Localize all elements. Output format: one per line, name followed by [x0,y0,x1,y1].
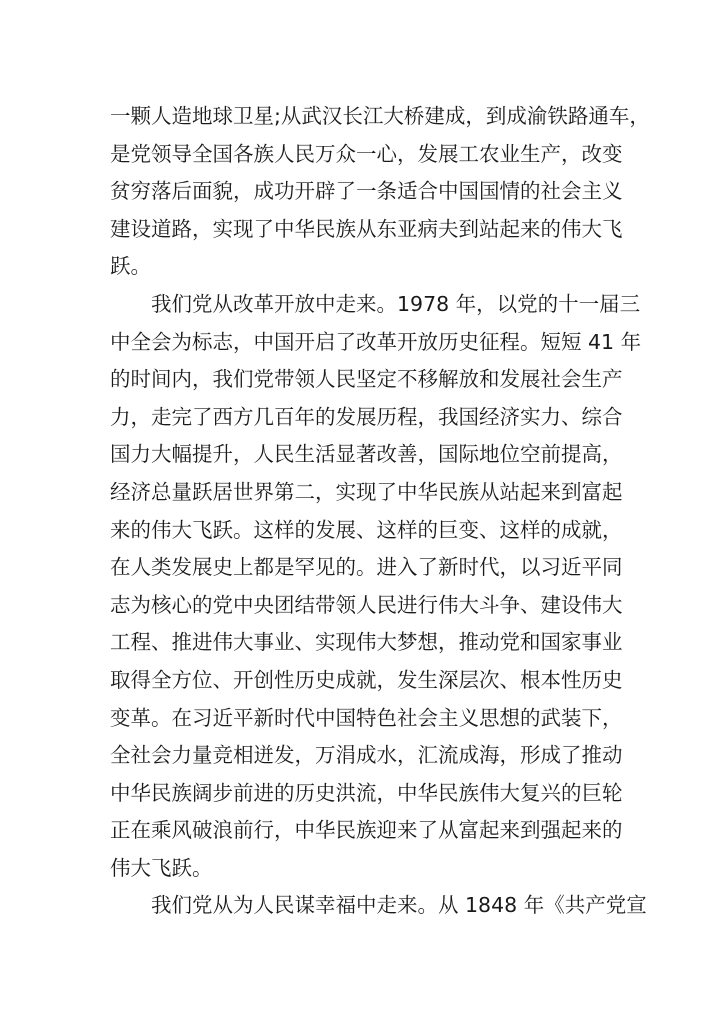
text-line: 全社会力量竞相迸发，万涓成水，汇流成海，形成了推动 [110,743,623,768]
text-line: 中华民族阔步前进的历史洪流，中华民族伟大复兴的巨轮 [110,780,623,805]
body-text [110,98,650,925]
text-line: 国力大幅提升，人民生活显著改善，国际地位空前提高， [110,442,623,467]
text-line: 的时间内，我们党带领人民坚定不移解放和发展社会生产 [110,367,623,392]
text-line: 来的伟大飞跃。这样的发展、这样的巨变、这样的成就， [110,517,623,542]
text-line: 在人类发展史上都是罕见的。进入了新时代，以习近平同 [110,555,623,580]
text-line: 建设道路，实现了中华民族从东亚病夫到站起来的伟大飞 [110,216,623,241]
text-line: 一颗人造地球卫星;从武汉长江大桥建成，到成渝铁路通车， [110,104,650,128]
text-line: 跃。 [110,254,151,279]
text-line: 经济总量跃居世界第二，实现了中华民族从站起来到富起 [110,479,623,504]
text-line: 贫穷落后面貌，成功开辟了一条适合中国国情的社会主义 [110,179,623,204]
text-line: 中全会为标志，中国开启了改革开放历史征程。短短 41 年 [110,329,642,354]
paragraph-first-line: 我们党从为人民谋幸福中走来。从 1848 年《共产党宣 [151,893,647,918]
text-line: 伟大飞跃。 [110,855,213,880]
text-line: 取得全方位、开创性历史成就，发生深层次、根本性历史 [110,667,623,692]
text-line: 志为核心的党中央团结带领人民进行伟大斗争、建设伟大 [110,592,623,617]
text-line: 正在乘风破浪前行，中华民族迎来了从富起来到强起来的 [110,818,623,843]
paragraph-first-line: 我们党从改革开放中走来。1978 年，以党的十一届三 [151,291,641,316]
text-line: 力，走完了西方几百年的发展历程，我国经济实力、综合 [110,404,623,429]
text-line: 是党领导全国各族人民万众一心，发展工农业生产，改变 [110,141,623,166]
text-line: 变革。在习近平新时代中国特色社会主义思想的武装下， [110,705,623,730]
text-line: 工程、推进伟大事业、实现伟大梦想，推动党和国家事业 [110,630,623,655]
